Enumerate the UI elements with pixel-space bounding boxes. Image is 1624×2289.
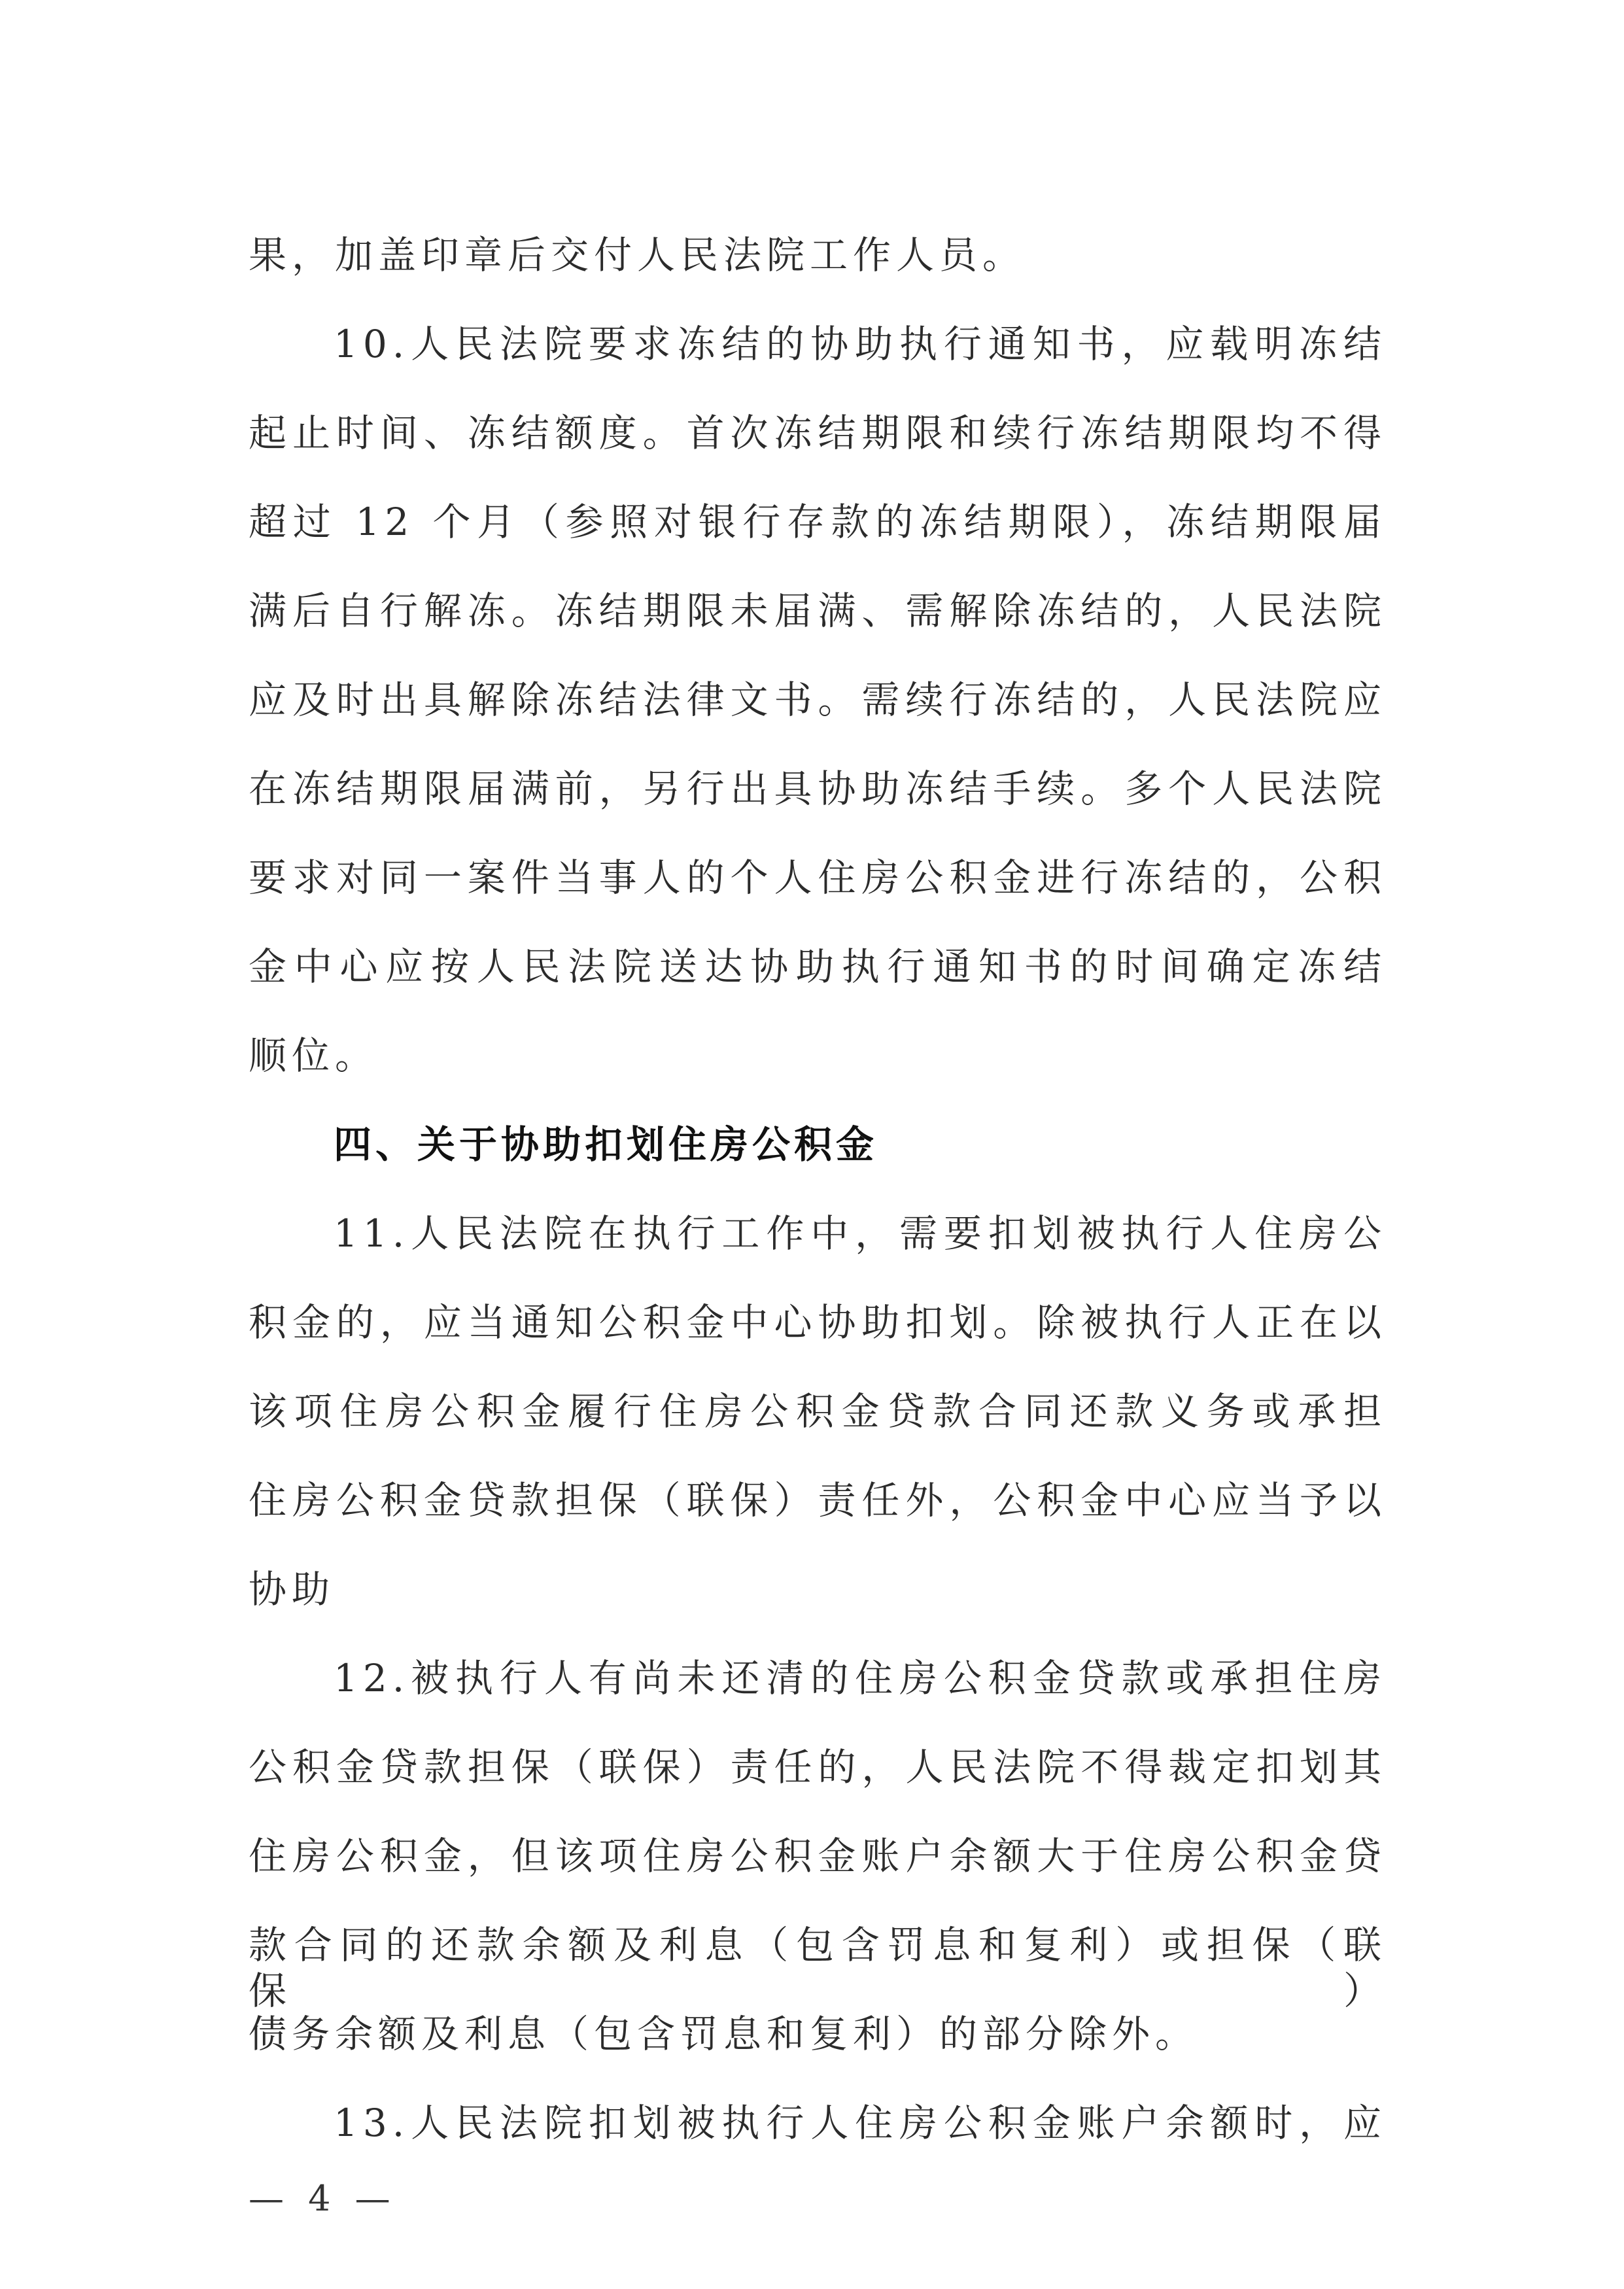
paragraph-line: 住房公积金，但该项住房公积金账户余额大于住房公积金贷 xyxy=(249,1834,1387,1878)
paragraph-line: 住房公积金贷款担保（联保）责任外，公积金中心应当予以 xyxy=(249,1478,1387,1523)
page-number: — 4 — xyxy=(249,2178,397,2219)
paragraph-line: 金中心应按人民法院送达协助执行通知书的时间确定冻结 xyxy=(249,944,1387,989)
paragraph-line: 公积金贷款担保（联保）责任的，人民法院不得裁定扣划其 xyxy=(249,1745,1387,1789)
paragraph-line: 该项住房公积金履行住房公积金贷款合同还款义务或承担 xyxy=(249,1389,1387,1434)
paragraph-line: 13.人民法院扣划被执行人住房公积金账户余额时，应 xyxy=(334,2101,1387,2145)
paragraph-line: 满后自行解冻。冻结期限未届满、需解除冻结的，人民法院 xyxy=(249,589,1387,633)
section-heading: 四、关于协助扣划住房公积金 xyxy=(334,1122,878,1167)
paragraph-line: 要求对同一案件当事人的个人住房公积金进行冻结的，公积 xyxy=(249,855,1387,900)
paragraph-line: 12.被执行人有尚未还清的住房公积金贷款或承担住房 xyxy=(334,1656,1387,1700)
paragraph-line: 起止时间、冻结额度。首次冻结期限和续行冻结期限均不得 xyxy=(249,411,1387,455)
paragraph-line: 果，加盖印章后交付人民法院工作人员。 xyxy=(249,233,1026,277)
paragraph-line: 在冻结期限届满前，另行出具协助冻结手续。多个人民法院 xyxy=(249,766,1387,811)
paragraph-line: 10.人民法院要求冻结的协助执行通知书，应载明冻结 xyxy=(334,322,1387,366)
paragraph-line: 顺位。 xyxy=(249,1033,379,1078)
paragraph-line: 11.人民法院在执行工作中，需要扣划被执行人住房公 xyxy=(334,1211,1387,1256)
paragraph-line: 积金的，应当通知公积金中心协助扣划。除被执行人正在以 xyxy=(249,1300,1387,1345)
paragraph-line: 协助 xyxy=(249,1567,336,1611)
paragraph-line: 债务余额及利息（包含罚息和复利）的部分除外。 xyxy=(249,2012,1199,2056)
paragraph-line: 超过 12 个月（参照对银行存款的冻结期限），冻结期限届 xyxy=(249,500,1387,544)
paragraph-line: 款合同的还款余额及利息（包含罚息和复利）或担保（联保） xyxy=(249,1923,1387,2013)
paragraph-line: 应及时出具解除冻结法律文书。需续行冻结的，人民法院应 xyxy=(249,678,1387,722)
